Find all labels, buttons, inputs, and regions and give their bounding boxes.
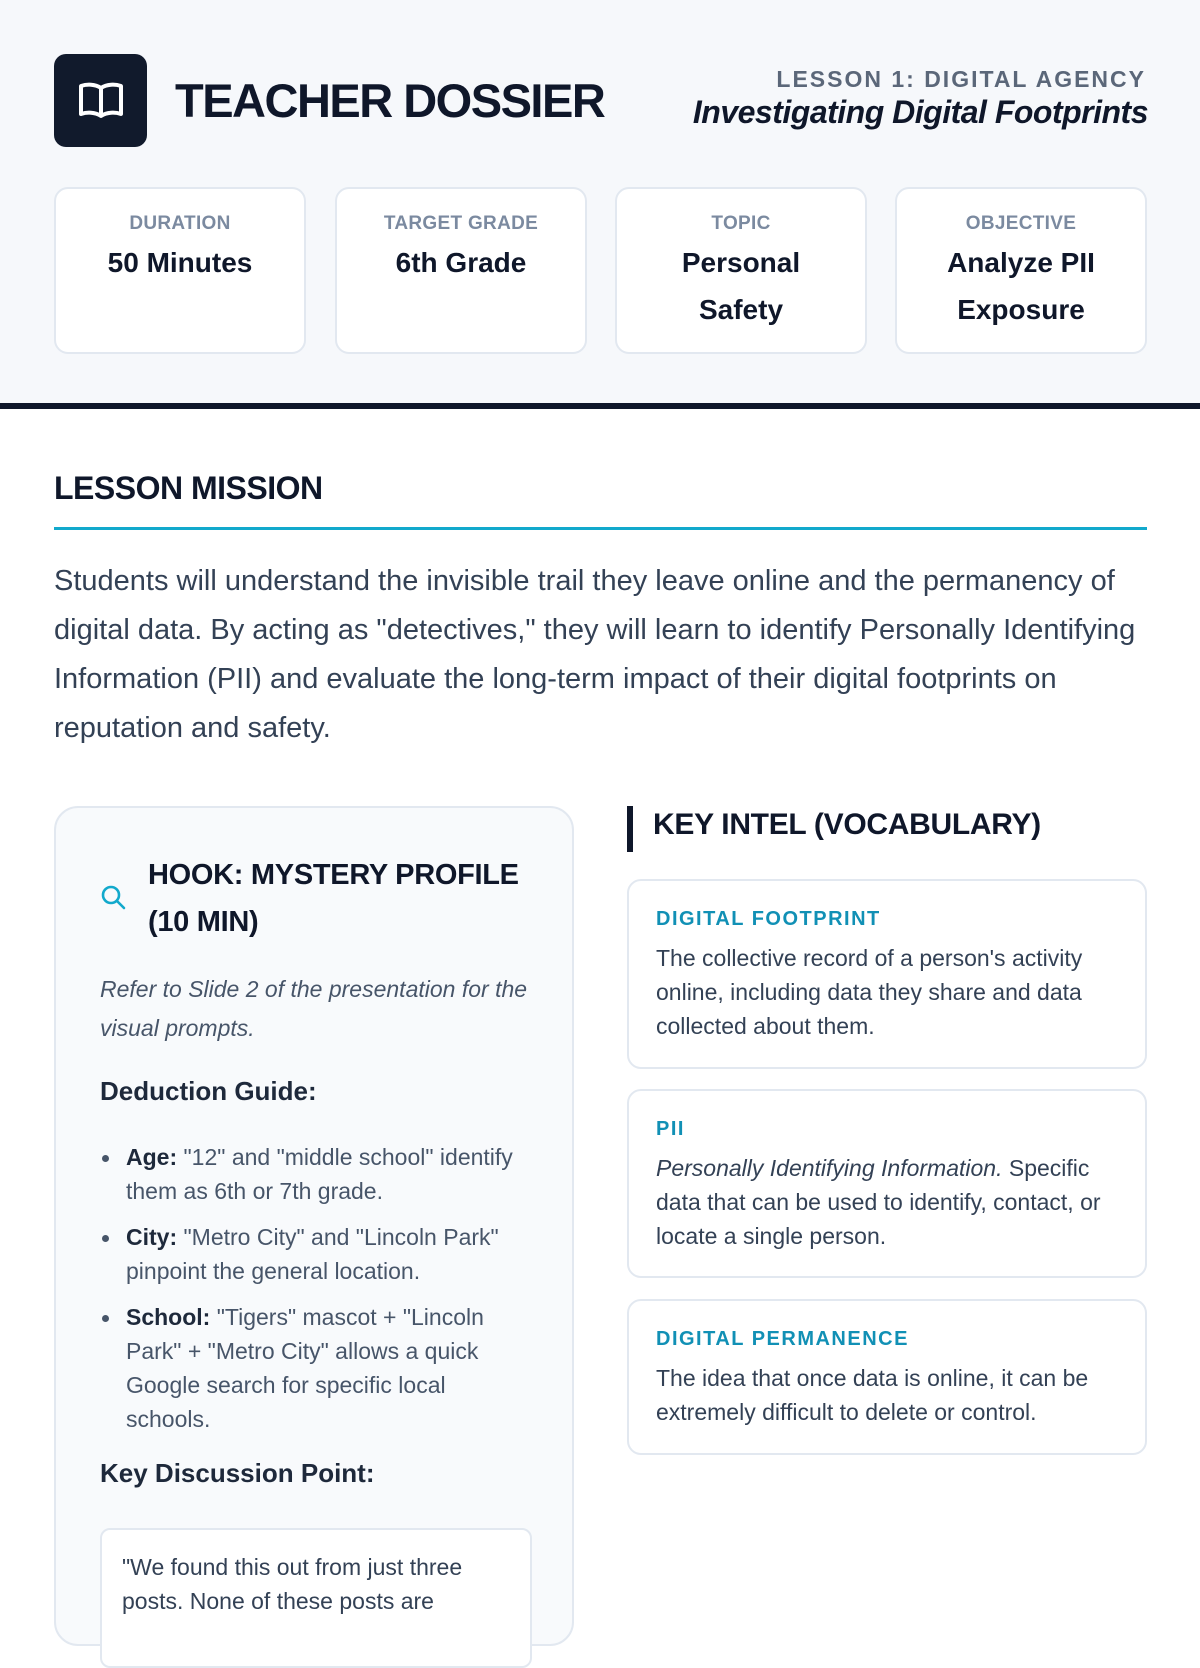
search-icon <box>100 884 126 910</box>
vocab-card-digital-footprint <box>627 879 1147 1069</box>
book-open-icon <box>76 78 126 124</box>
stat-card-grade <box>335 187 587 354</box>
dossier-header <box>0 0 1200 409</box>
mission-heading: LESSON MISSION <box>54 470 323 506</box>
term-name: PII <box>656 1118 685 1140</box>
guide-text: "Tigers" mascot + "Lincoln Park" + "Metro City" allows a quick Google search for specific local schools. <box>126 1304 484 1432</box>
stat-card-topic <box>615 187 867 354</box>
term-name: DIGITAL PERMANENCE <box>656 1328 909 1350</box>
vocab-card-digital-permanence <box>627 1299 1147 1455</box>
vocab-heading: KEY INTEL (VOCABULARY) <box>653 808 1041 841</box>
mission-text: Students will understand the invisible trail they leave online and the permanency of digital data. By acting as "detectives," they will learn to identify Personally Identifying Information (PII) and evaluate the long-term impact of their digital footprints on reputation and safety. <box>54 565 1136 744</box>
list-item <box>126 1140 536 1208</box>
term-definition <box>656 1151 1118 1253</box>
hook-note: Refer to Slide 2 of the presentation for the visual prompts. <box>100 976 528 1041</box>
lesson-title: Investigating Digital Footprints <box>692 94 1148 130</box>
discussion-quote: "We found this out from just three posts. None of these posts are <box>100 1528 532 1668</box>
stat-label: TOPIC <box>711 213 771 234</box>
stat-label: DURATION <box>129 213 231 234</box>
guide-term: Age: <box>126 1144 178 1170</box>
stat-value: Analyze PII Exposure <box>947 247 1095 325</box>
hook-title: HOOK: MYSTERY PROFILE (10 MIN) <box>148 859 519 938</box>
list-item <box>126 1300 536 1436</box>
mission-divider <box>54 527 1147 530</box>
guide-term: City: <box>126 1224 178 1250</box>
list-item <box>126 1220 536 1288</box>
term-definition: The idea that once data is online, it can be extremely difficult to delete or control. <box>656 1365 1089 1425</box>
stat-label: TARGET GRADE <box>383 213 539 234</box>
hook-card <box>54 806 574 1646</box>
term-definition-text: Specific data that can be used to identify, contact, or locate a single person. <box>656 1155 1101 1249</box>
deduction-guide-list <box>126 1140 536 1448</box>
stat-card-duration <box>54 187 306 354</box>
term-lead: Personally Identifying Information. <box>656 1155 1003 1181</box>
vocab-card-pii <box>627 1089 1147 1278</box>
guide-text: "12" and "middle school" identify them as 6th or 7th grade. <box>126 1144 513 1204</box>
stat-value: 50 Minutes <box>107 247 253 278</box>
stat-label: OBJECTIVE <box>965 213 1077 234</box>
term-name: DIGITAL FOOTPRINT <box>656 908 881 930</box>
discussion-heading: Key Discussion Point: <box>100 1458 375 1488</box>
vocab-accent-bar <box>627 806 633 852</box>
guide-text: "Metro City" and "Lincoln Park" pinpoint the general location. <box>126 1224 499 1284</box>
term-definition: The collective record of a person's activity online, including data they share and data collected about them. <box>656 945 1083 1039</box>
logo <box>54 54 147 147</box>
lesson-tag: LESSON 1: DIGITAL AGENCY <box>776 66 1146 92</box>
stat-value: 6th Grade <box>395 247 527 278</box>
brand-title: TEACHER DOSSIER <box>175 74 605 127</box>
stat-value: Personal Safety <box>681 247 801 325</box>
deduction-guide-heading: Deduction Guide: <box>100 1076 317 1106</box>
guide-term: School: <box>126 1304 211 1330</box>
stat-card-objective <box>895 187 1147 354</box>
